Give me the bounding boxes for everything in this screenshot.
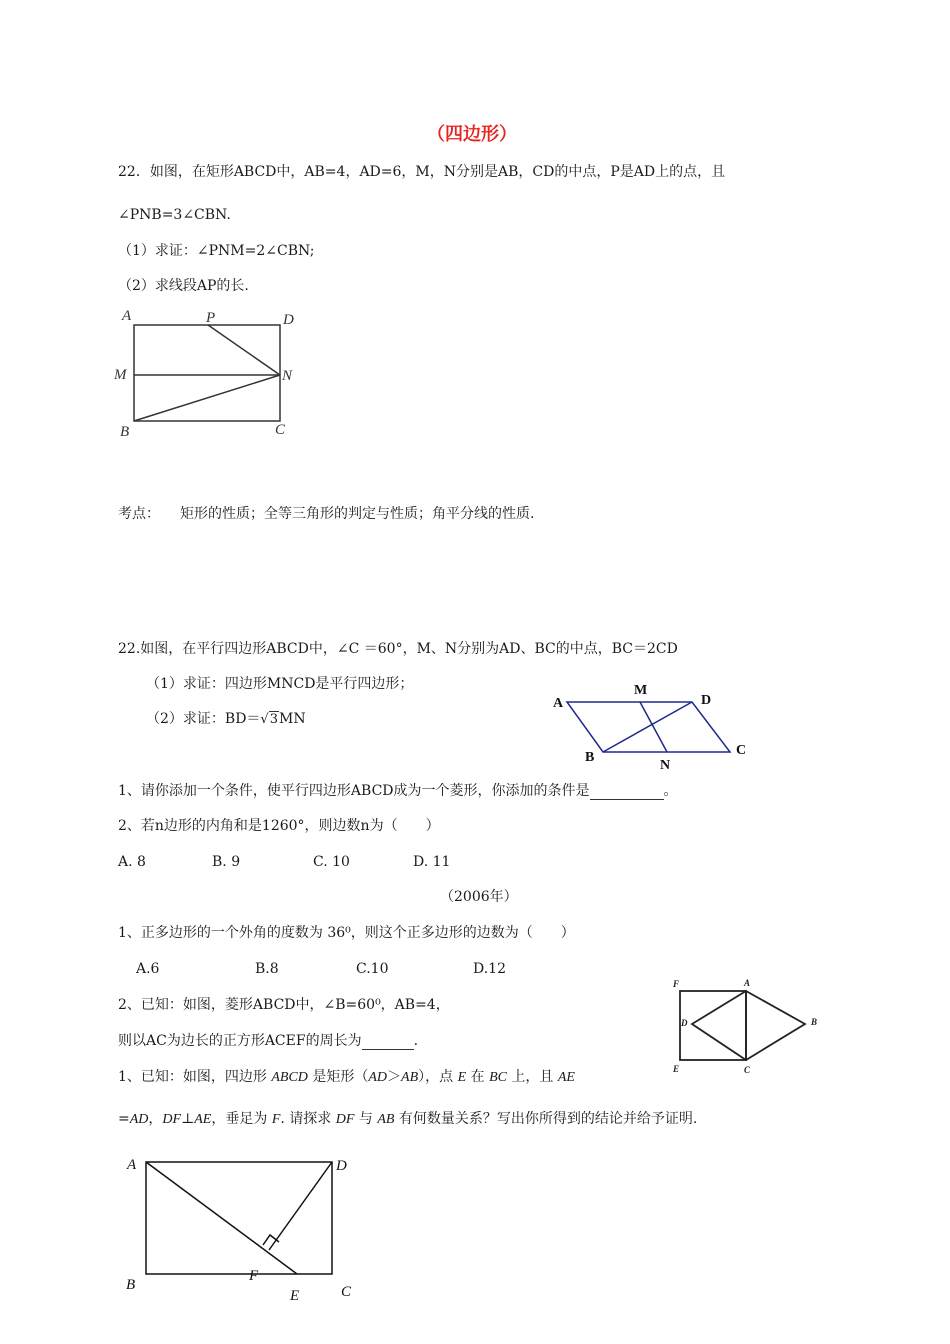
p2-fig-label-b: B xyxy=(585,750,595,765)
p2-fig-label-a: A xyxy=(553,696,564,711)
p1-question1: （1）求证：∠PNM=2∠CBN; xyxy=(118,243,315,259)
sqrt-symbol: √3 xyxy=(260,712,278,727)
p1-fig-label-a: A xyxy=(122,308,132,324)
p7-fig-label-e: E xyxy=(290,1288,300,1304)
p1-fig-label-c: C xyxy=(275,422,286,438)
p2-question2-suffix: MN xyxy=(279,711,306,727)
p5-option-d: D.12 xyxy=(473,961,506,977)
p2-fig-label-m: M xyxy=(634,683,648,698)
p1-question2: （2）求线段AP的长. xyxy=(118,278,249,294)
p1-fig-label-d: D xyxy=(283,312,294,328)
p2-question1: （1）求证：四边形MNCD是平行四边形； xyxy=(146,676,414,692)
p5-line: 1、正多边形的一个外角的度数为 36⁰，则这个正多边形的边数为（ ） xyxy=(118,925,575,941)
p5-option-c: C.10 xyxy=(356,961,389,977)
p7-fig-label-a: A xyxy=(127,1157,137,1173)
p5-option-a: A.6 xyxy=(136,961,160,977)
p4-option-b: B. 9 xyxy=(212,854,241,870)
p1-fig-label-b: B xyxy=(120,424,130,440)
p1-fig-label-n: N xyxy=(282,368,293,384)
p2-line1: 22.如图，在平行四边形ABCD中，∠C ＝60°，M、N分别为AD、BC的中点，BC＝2CD xyxy=(118,641,678,657)
p1-fig-label-m: M xyxy=(114,367,127,383)
page-title: （四边形） xyxy=(427,124,517,145)
p6-line2: 则以AC为边长的正方形ACEF的周长为 . xyxy=(118,1033,419,1049)
p1-line1: 22．如图，在矩形ABCD中，AB=4，AD=6，M，N分别是AB，CD的中点，P是AD上的点，且 xyxy=(118,164,726,180)
p2-fig-label-n: N xyxy=(660,758,671,773)
p1-kaodian-label: 考点： xyxy=(118,506,160,522)
p6-fig-label-d: D xyxy=(681,1018,688,1028)
p4-option-a: A. 8 xyxy=(118,854,146,870)
p6-fig-label-c: C xyxy=(744,1065,751,1075)
p5-option-b: B.8 xyxy=(255,961,279,977)
p6-fig-label-f: F xyxy=(673,979,680,989)
p7-line1: 1、已知：如图，四边形 ABCD 是矩形（AD＞AB），点 E 在 BC 上，且 AE xyxy=(118,1069,575,1085)
p3-line: 1、请你添加一个条件，使平行四边形ABCD成为一个菱形，你添加的条件是 。 xyxy=(118,783,678,799)
p7-fig-label-b: B xyxy=(126,1277,136,1293)
p7-line2: =AD，DF⊥AE，垂足为 F. 请探求 DF 与 AB 有何数量关系？写出你所得到的结论并给予证明. xyxy=(118,1111,698,1127)
p6-fig-label-b: B xyxy=(811,1017,818,1027)
p6-fig-label-e: E xyxy=(673,1064,680,1074)
year-heading: （2006年） xyxy=(440,889,518,905)
p1-kaodian-text: 矩形的性质；全等三角形的判定与性质；角平分线的性质. xyxy=(180,506,535,522)
p6-fig-label-a: A xyxy=(744,978,751,988)
p1-line2: ∠PNB=3∠CBN. xyxy=(118,207,231,223)
p6-line1: 2、已知：如图，菱形ABCD中，∠B=60⁰，AB=4， xyxy=(118,997,450,1013)
p2-fig-label-d: D xyxy=(701,693,712,708)
p2-fig-label-c: C xyxy=(736,743,747,758)
p7-fig-label-c: C xyxy=(341,1284,352,1300)
p4-option-c: C. 10 xyxy=(313,854,350,870)
p7-fig-label-d: D xyxy=(336,1158,347,1174)
p1-fig-label-p: P xyxy=(206,310,216,326)
p4-option-d: D. 11 xyxy=(413,854,451,870)
p4-line: 2、若n边形的内角和是1260°，则边数n为（ ） xyxy=(118,818,440,834)
p7-fig-label-f: F xyxy=(249,1268,259,1284)
p2-question2-prefix: （2）求证：BD＝ xyxy=(146,711,261,727)
